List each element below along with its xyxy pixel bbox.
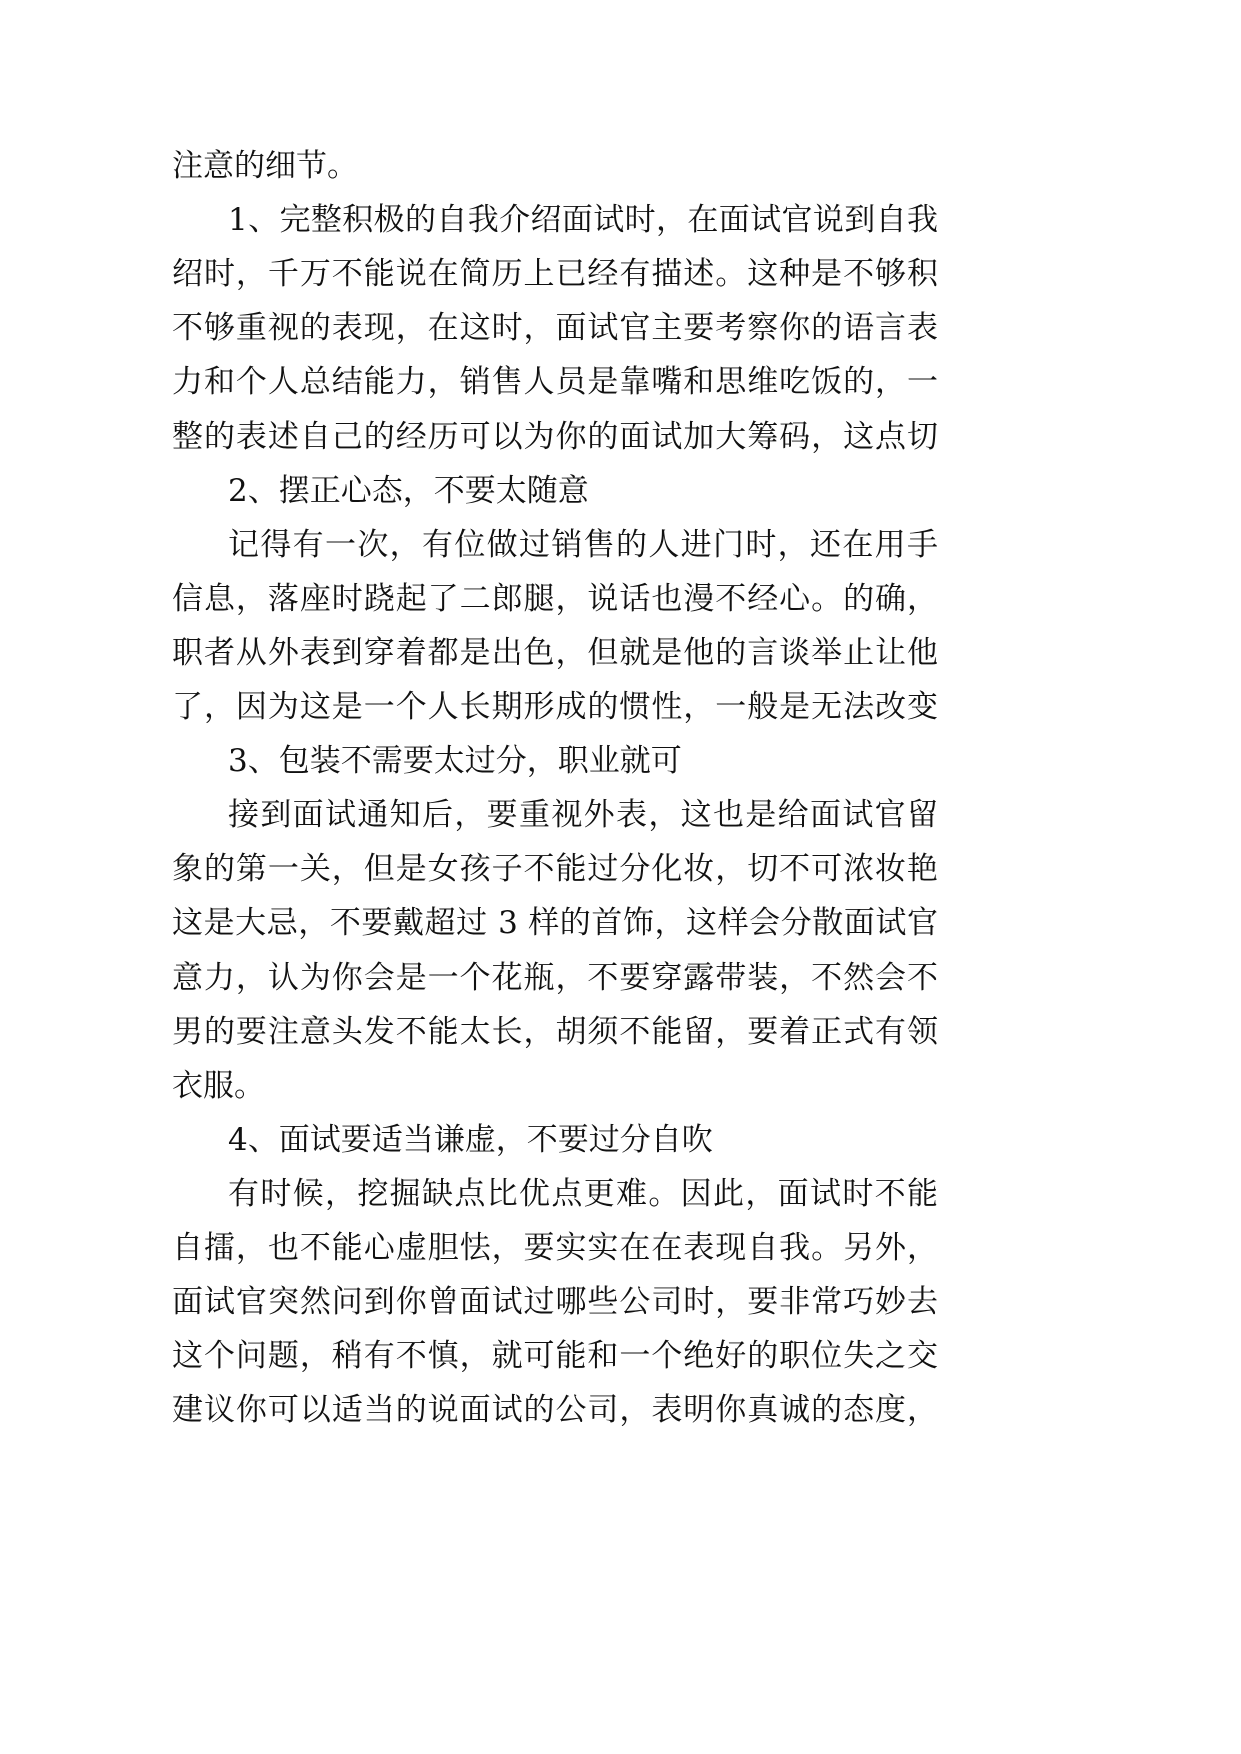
text-line: 注意的细节。: [172, 148, 358, 184]
text-line: 衣服。: [172, 1068, 265, 1104]
text-line: 职者从外表到穿着都是出色，但就是他的言谈举止让他: [172, 635, 938, 671]
text-line: 力和个人总结能力，销售人员是靠嘴和思维吃饭的，一: [172, 364, 938, 400]
text-line: 信息，落座时跷起了二郎腿，说话也漫不经心。的确，: [172, 581, 938, 617]
text-line: 自擂，也不能心虚胆怯，要实实在在表现自我。另外，: [172, 1230, 938, 1266]
text-line: 不够重视的表现，在这时，面试官主要考察你的语言表: [172, 310, 938, 346]
text-line: 这是大忌，不要戴超过 3 样的首饰，这样会分散面试官: [172, 905, 938, 941]
text-line: 绍时，千万不能说在简历上已经有描述。这种是不够积: [172, 256, 938, 292]
text-line: 整的表述自己的经历可以为你的面试加大筹码，这点切: [172, 419, 938, 455]
text-line: 1、完整积极的自我介绍面试时，在面试官说到自我: [228, 202, 938, 238]
text-line: 3、包装不需要太过分，职业就可: [228, 743, 682, 779]
text-line: 建议你可以适当的说面试的公司，表明你真诚的态度，: [172, 1392, 938, 1428]
text-line: 接到面试通知后，要重视外表，这也是给面试官留: [228, 797, 938, 833]
text-line: 意力，认为你会是一个花瓶，不要穿露带装，不然会不: [172, 960, 938, 996]
text-line: 记得有一次，有位做过销售的人进门时，还在用手: [228, 527, 938, 563]
text-line: 了，因为这是一个人长期形成的惯性，一般是无法改变: [172, 689, 938, 725]
text-line: 2、摆正心态，不要太随意: [228, 473, 589, 509]
text-line: 男的要注意头发不能太长，胡须不能留，要着正式有领: [172, 1014, 938, 1050]
text-line: 有时候，挖掘缺点比优点更难。因此，面试时不能: [228, 1176, 938, 1212]
text-line: 这个问题，稍有不慎，就可能和一个绝好的职位失之交: [172, 1338, 938, 1374]
text-line: 象的第一关，但是女孩子不能过分化妆，切不可浓妆艳: [172, 851, 938, 887]
text-line: 面试官突然问到你曾面试过哪些公司时，要非常巧妙去: [172, 1284, 938, 1320]
text-line: 4、面试要适当谦虚，不要过分自吹: [228, 1122, 713, 1158]
